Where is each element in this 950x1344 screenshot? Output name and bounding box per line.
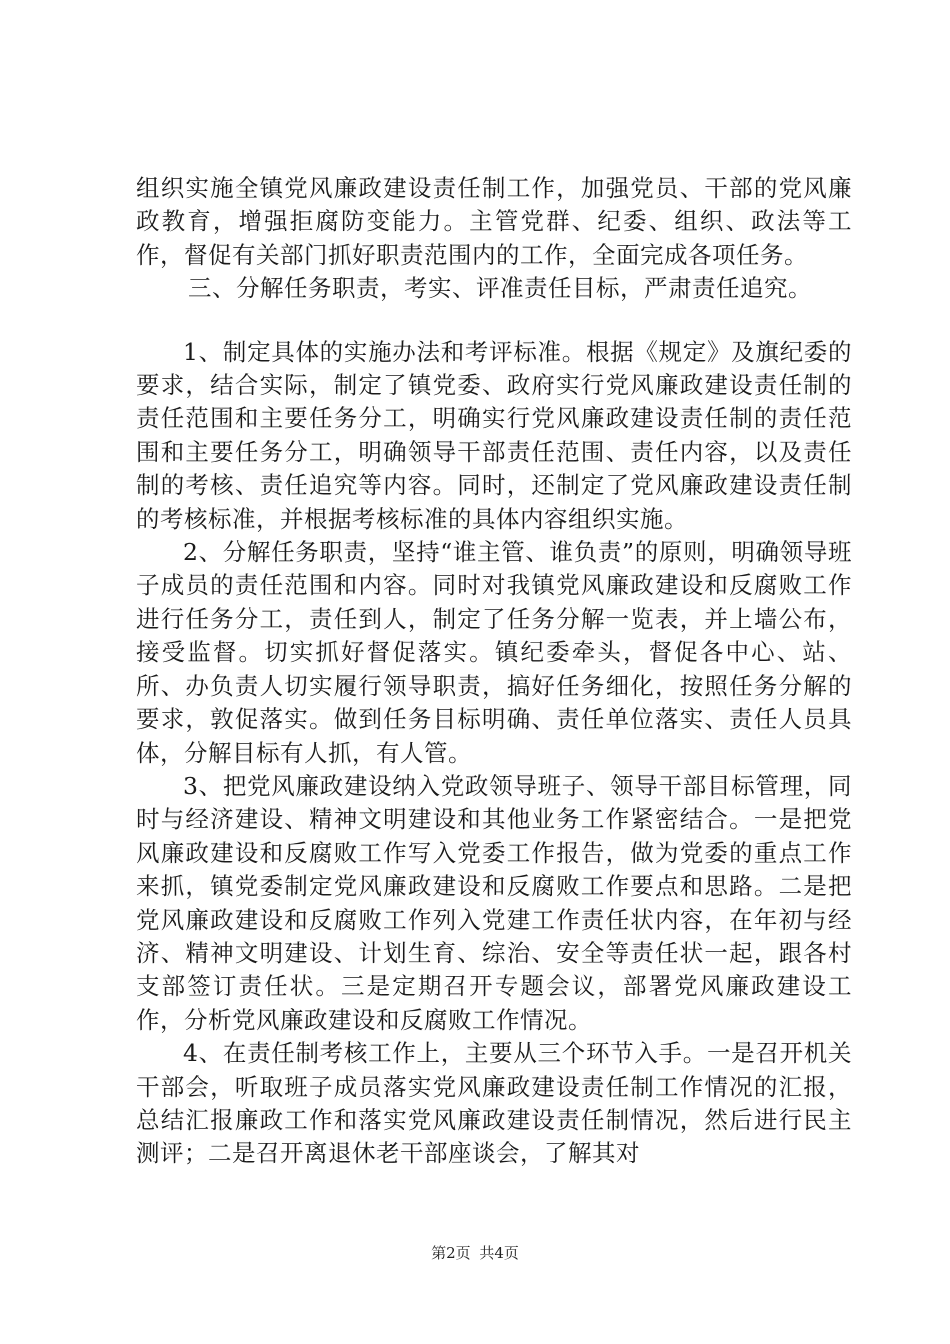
paragraph-item-3: 3、把党风廉政建设纳入党政领导班子、领导干部目标管理，同时与经济建设、精神文明建设和其他业务工作紧密结合。一是把党风廉政建设和反腐败工作写入党委工作报告，做为党委的重点工作来抓，镇党委制定党风廉政建设和反腐败工作要点和思路。二是把党风廉政建设和反腐败工作列入党建工作责任状内容，在年初与经济、精神文明建设、计划生育、综治、安全等责任状一起，跟各村支部签订责任状。三是定期召开专题会议，部署党风廉政建设工作，分析党风廉政建设和反腐败工作情况。 [136, 771, 852, 1034]
current-page-label: 第2页 [431, 1244, 471, 1262]
paragraph-item-2: 2、分解任务职责，坚持“谁主管、谁负责”的原则，明确领导班子成员的责任范围和内容。同时对我镇党风廉政建设和反腐败工作进行任务分工，责任到人，制定了任务分解一览表，并上墙公布，接受监督。切实抓好督促落实。镇纪委牵头，督促各中心、站、所、办负责人切实履行领导职责，搞好任务细化，按照任务分解的要求，敦促落实。做到任务目标明确、责任单位落实、责任人员具体，分解目标有人抓，有人管。 [136, 538, 852, 767]
paragraph-item-4: 4、在责任制考核工作上，主要从三个环节入手。一是召开机关干部会，听取班子成员落实党风廉政建设责任制工作情况的汇报，总结汇报廉政工作和落实党风廉政建设责任制情况，然后进行民主测评；二是召开离退休老干部座谈会，了解其对 [136, 1039, 852, 1168]
document-body [136, 172, 852, 1171]
paragraph-item-1: 1、制定具体的实施办法和考评标准。根据《规定》及旗纪委的要求，结合实际，制定了镇党委、政府实行党风廉政建设责任制的责任范围和主要任务分工，明确实行党风廉政建设责任制的责任范围和主要任务分工，明确领导干部责任范围、责任内容，以及责任制的考核、责任追究等内容。同时，还制定了党风廉政建设责任制的考核标准，并根据考核标准的具体内容组织实施。 [136, 337, 852, 533]
total-pages-label: 共4页 [479, 1244, 519, 1262]
section-heading: 三、分解任务职责，考实、评准责任目标，严肃责任追究。 [188, 274, 812, 303]
page-footer [0, 1242, 950, 1263]
paragraph-continuation: 组织实施全镇党风廉政建设责任制工作，加强党员、干部的党风廉政教育，增强拒腐防变能力。主管党群、纪委、组织、政法等工作，督促有关部门抓好职责范围内的工作，全面完成各项任务。 [136, 174, 852, 269]
